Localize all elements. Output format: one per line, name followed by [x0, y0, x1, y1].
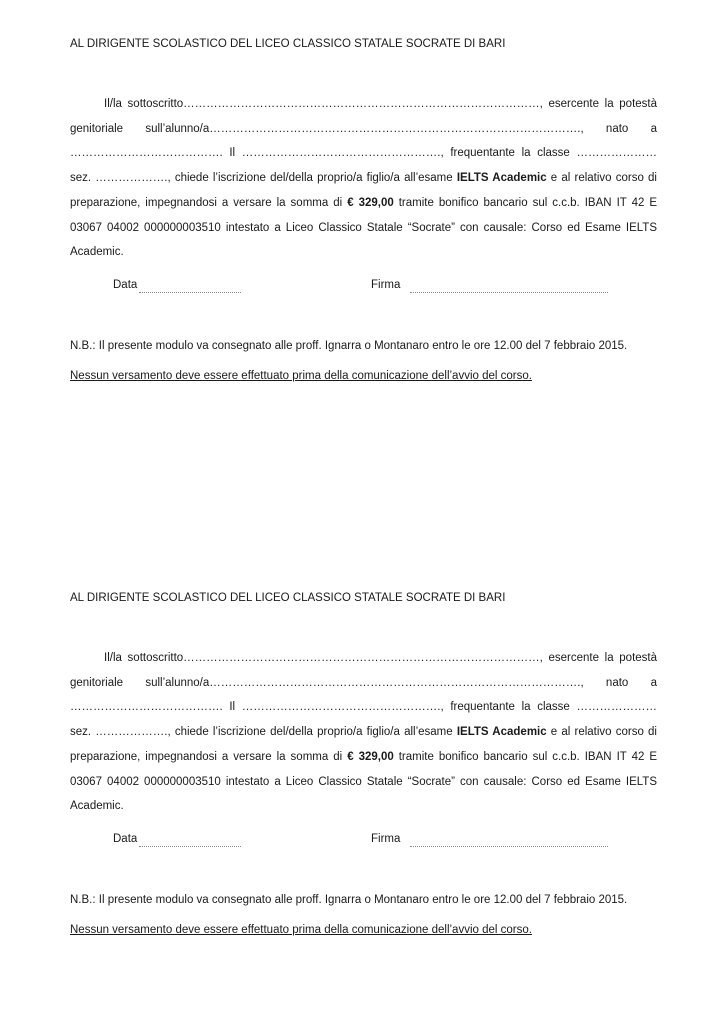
enrollment-form: [70, 591, 657, 937]
signature-field[interactable]: [410, 846, 608, 847]
note-text: N.B.: Il presente modulo va consegnato alle proff. Ignarra o Montanaro entro le ore 12.00 del 7 febbraio 2015.: [70, 339, 628, 352]
date-field[interactable]: [139, 846, 241, 847]
date-label: Data: [113, 278, 138, 291]
amount: € 329,00: [347, 750, 394, 763]
date-field[interactable]: [139, 292, 241, 293]
body-text-part1: Il/la sottoscritto…………………………………………………………………………………, esercente la potestà genitoriale sull’alunno/a……………………………………………………………………………………., nato a …………………………………. Il ……………………………………………., frequentante la classe ………………… sez. ………………., chiede l’iscrizione del/della proprio/a figlio/a all’esame: [70, 652, 657, 739]
note-text: N.B.: Il presente modulo va consegnato alle proff. Ignarra o Montanaro entro le ore 12.00 del 7 febbraio 2015.: [70, 893, 628, 906]
body-text-part2: e al relativo corso di preparazione, impegnandosi a versare la somma di: [70, 726, 657, 763]
body-text-part3: tramite bonifico bancario sul c.c.b. IBAN IT 42 E 03067 04002 000000003510 intestato a Liceo Classico Statale “Socrate” con causale: Corso ed Esame IELTS Academic.: [70, 750, 658, 813]
signature-field[interactable]: [410, 292, 608, 293]
form-heading: AL DIRIGENTE SCOLASTICO DEL LICEO CLASSICO STATALE SOCRATE DI BARI: [70, 592, 506, 604]
signature-row: [70, 279, 657, 299]
amount: € 329,00: [347, 196, 394, 209]
exam-name: IELTS Academic: [456, 726, 547, 739]
warning-text: Nessun versamento deve essere effettuato prima della comunicazione dell’avvio del corso.: [70, 369, 532, 382]
signature-label: Firma: [371, 832, 401, 845]
body-text-part3: tramite bonifico bancario sul c.c.b. IBAN IT 42 E 03067 04002 000000003510 intestato a Liceo Classico Statale “Socrate” con causale: Corso ed Esame IELTS Academic.: [70, 196, 658, 259]
warning-text: Nessun versamento deve essere effettuato prima della comunicazione dell’avvio del corso.: [70, 923, 532, 936]
enrollment-form: [70, 37, 657, 383]
body-text-part1: Il/la sottoscritto…………………………………………………………………………………, esercente la potestà genitoriale sull’alunno/a……………………………………………………………………………………., nato a …………………………………. Il ……………………………………………., frequentante la classe ………………… sez. ………………., chiede l’iscrizione del/della proprio/a figlio/a all’esame: [70, 98, 657, 185]
signature-row: [70, 833, 657, 853]
exam-name: IELTS Academic: [456, 172, 547, 185]
form-heading: AL DIRIGENTE SCOLASTICO DEL LICEO CLASSICO STATALE SOCRATE DI BARI: [70, 38, 506, 50]
signature-label: Firma: [371, 278, 401, 291]
form-body: [70, 92, 657, 265]
date-label: Data: [113, 832, 138, 845]
body-text-part2: e al relativo corso di preparazione, impegnandosi a versare la somma di: [70, 172, 657, 209]
form-body: [70, 646, 657, 819]
